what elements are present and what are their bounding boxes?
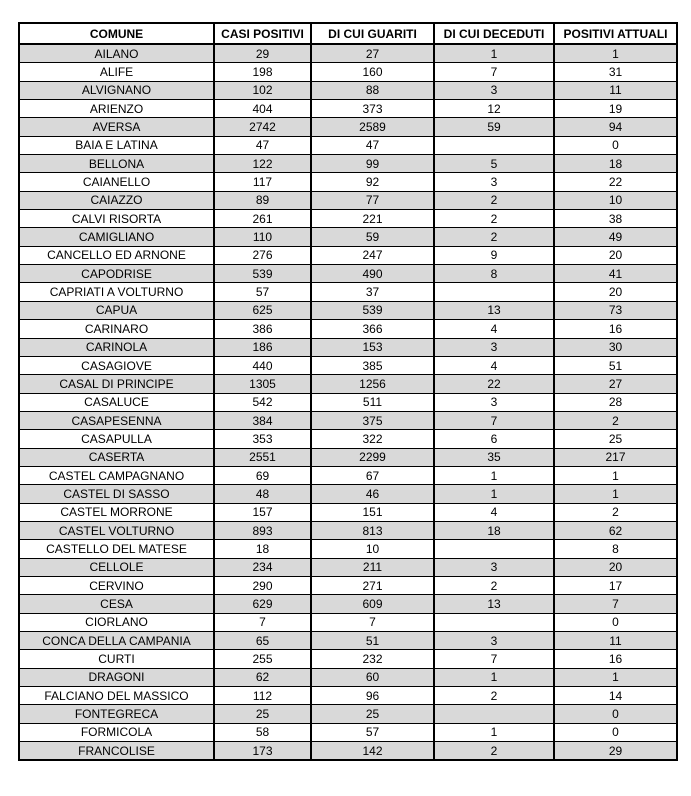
table-row [19, 503, 677, 521]
cell-guariti: 57 [311, 723, 434, 741]
cell-casi: 386 [214, 320, 311, 338]
cell-casi: 25 [214, 705, 311, 723]
table-row [19, 375, 677, 393]
cell-deceduti: 4 [434, 503, 554, 521]
cell-comune: CAMIGLIANO [19, 228, 214, 246]
cell-casi: 629 [214, 595, 311, 613]
cell-guariti: 37 [311, 283, 434, 301]
cell-attuali: 19 [554, 100, 677, 118]
cell-guariti: 99 [311, 155, 434, 173]
cell-guariti: 160 [311, 63, 434, 81]
cell-casi: 1305 [214, 375, 311, 393]
table-row [19, 283, 677, 301]
cell-casi: 48 [214, 485, 311, 503]
cell-deceduti: 2 [434, 687, 554, 705]
table-row [19, 448, 677, 466]
column-header-deceduti: DI CUI DECEDUTI [434, 23, 554, 44]
cell-deceduti: 2 [434, 191, 554, 209]
table-row [19, 118, 677, 136]
table-row [19, 521, 677, 539]
table-row [19, 430, 677, 448]
cell-casi: 234 [214, 558, 311, 576]
cell-deceduti: 35 [434, 448, 554, 466]
cell-guariti: 47 [311, 136, 434, 154]
table-row [19, 466, 677, 484]
cell-comune: CARINARO [19, 320, 214, 338]
cell-casi: 58 [214, 723, 311, 741]
cell-casi: 102 [214, 81, 311, 99]
cell-attuali: 31 [554, 63, 677, 81]
cell-deceduti: 7 [434, 63, 554, 81]
cell-casi: 353 [214, 430, 311, 448]
table-row [19, 191, 677, 209]
cell-guariti: 539 [311, 301, 434, 319]
table-header [19, 23, 677, 44]
cell-deceduti: 1 [434, 466, 554, 484]
table-header-row [19, 23, 677, 44]
cell-casi: 539 [214, 265, 311, 283]
cell-casi: 110 [214, 228, 311, 246]
table-row [19, 228, 677, 246]
table-row [19, 650, 677, 668]
cell-comune: CASTEL CAMPAGNANO [19, 466, 214, 484]
column-header-attuali: POSITIVI ATTUALI [554, 23, 677, 44]
covid-comuni-table-container [18, 22, 678, 761]
cell-deceduti: 3 [434, 632, 554, 650]
table-row [19, 265, 677, 283]
cell-guariti: 59 [311, 228, 434, 246]
cell-attuali: 1 [554, 485, 677, 503]
table-row [19, 320, 677, 338]
cell-deceduti: 7 [434, 411, 554, 429]
cell-attuali: 16 [554, 320, 677, 338]
cell-deceduti: 59 [434, 118, 554, 136]
cell-casi: 2742 [214, 118, 311, 136]
cell-attuali: 73 [554, 301, 677, 319]
cell-deceduti: 3 [434, 81, 554, 99]
cell-guariti: 490 [311, 265, 434, 283]
cell-comune: ALIFE [19, 63, 214, 81]
cell-comune: CERVINO [19, 576, 214, 594]
table-row [19, 338, 677, 356]
cell-deceduti: 3 [434, 393, 554, 411]
cell-casi: 542 [214, 393, 311, 411]
column-header-casi: CASI POSITIVI [214, 23, 311, 44]
column-header-guariti: DI CUI GUARITI [311, 23, 434, 44]
cell-attuali: 20 [554, 558, 677, 576]
cell-guariti: 46 [311, 485, 434, 503]
cell-guariti: 813 [311, 521, 434, 539]
cell-comune: FORMICOLA [19, 723, 214, 741]
table-row [19, 210, 677, 228]
cell-guariti: 142 [311, 742, 434, 761]
cell-comune: CASERTA [19, 448, 214, 466]
cell-comune: CARINOLA [19, 338, 214, 356]
cell-attuali: 16 [554, 650, 677, 668]
cell-guariti: 88 [311, 81, 434, 99]
cell-deceduti: 4 [434, 356, 554, 374]
cell-guariti: 92 [311, 173, 434, 191]
cell-casi: 29 [214, 44, 311, 63]
cell-attuali: 20 [554, 246, 677, 264]
cell-comune: BELLONA [19, 155, 214, 173]
cell-comune: FONTEGRECA [19, 705, 214, 723]
cell-comune: CAPODRISE [19, 265, 214, 283]
cell-deceduti: 1 [434, 44, 554, 63]
cell-guariti: 2589 [311, 118, 434, 136]
table-row [19, 136, 677, 154]
cell-attuali: 10 [554, 191, 677, 209]
cell-attuali: 0 [554, 705, 677, 723]
cell-attuali: 11 [554, 81, 677, 99]
cell-attuali: 30 [554, 338, 677, 356]
cell-attuali: 28 [554, 393, 677, 411]
cell-deceduti: 6 [434, 430, 554, 448]
cell-comune: CALVI RISORTA [19, 210, 214, 228]
cell-attuali: 11 [554, 632, 677, 650]
cell-comune: CAIAZZO [19, 191, 214, 209]
cell-casi: 69 [214, 466, 311, 484]
cell-attuali: 217 [554, 448, 677, 466]
table-row [19, 393, 677, 411]
cell-deceduti [434, 705, 554, 723]
cell-deceduti [434, 613, 554, 631]
table-row [19, 356, 677, 374]
table-row [19, 632, 677, 650]
table-row [19, 100, 677, 118]
cell-attuali: 7 [554, 595, 677, 613]
cell-casi: 62 [214, 668, 311, 686]
cell-guariti: 322 [311, 430, 434, 448]
cell-attuali: 49 [554, 228, 677, 246]
cell-casi: 173 [214, 742, 311, 761]
cell-comune: CIORLANO [19, 613, 214, 631]
cell-attuali: 22 [554, 173, 677, 191]
cell-deceduti: 12 [434, 100, 554, 118]
cell-casi: 47 [214, 136, 311, 154]
cell-guariti: 1256 [311, 375, 434, 393]
cell-guariti: 151 [311, 503, 434, 521]
cell-deceduti: 18 [434, 521, 554, 539]
cell-attuali: 0 [554, 723, 677, 741]
cell-deceduti: 1 [434, 723, 554, 741]
cell-comune: ALVIGNANO [19, 81, 214, 99]
cell-attuali: 25 [554, 430, 677, 448]
cell-casi: 2551 [214, 448, 311, 466]
cell-comune: CURTI [19, 650, 214, 668]
table-row [19, 540, 677, 558]
cell-guariti: 96 [311, 687, 434, 705]
cell-comune: CASTEL VOLTURNO [19, 521, 214, 539]
cell-deceduti: 2 [434, 210, 554, 228]
cell-guariti: 7 [311, 613, 434, 631]
cell-casi: 198 [214, 63, 311, 81]
cell-casi: 57 [214, 283, 311, 301]
cell-guariti: 67 [311, 466, 434, 484]
cell-guariti: 153 [311, 338, 434, 356]
cell-guariti: 25 [311, 705, 434, 723]
cell-attuali: 27 [554, 375, 677, 393]
table-row [19, 44, 677, 63]
cell-deceduti: 9 [434, 246, 554, 264]
cell-comune: CESA [19, 595, 214, 613]
cell-casi: 893 [214, 521, 311, 539]
cell-attuali: 41 [554, 265, 677, 283]
cell-comune: BAIA E LATINA [19, 136, 214, 154]
cell-deceduti: 3 [434, 338, 554, 356]
table-row [19, 723, 677, 741]
cell-casi: 290 [214, 576, 311, 594]
column-header-comune: COMUNE [19, 23, 214, 44]
cell-attuali: 20 [554, 283, 677, 301]
cell-guariti: 77 [311, 191, 434, 209]
table-row [19, 595, 677, 613]
cell-guariti: 232 [311, 650, 434, 668]
cell-deceduti: 22 [434, 375, 554, 393]
table-row [19, 81, 677, 99]
table-row [19, 687, 677, 705]
cell-guariti: 247 [311, 246, 434, 264]
cell-attuali: 1 [554, 668, 677, 686]
cell-casi: 186 [214, 338, 311, 356]
cell-casi: 404 [214, 100, 311, 118]
cell-attuali: 1 [554, 466, 677, 484]
cell-casi: 112 [214, 687, 311, 705]
cell-casi: 255 [214, 650, 311, 668]
cell-deceduti [434, 136, 554, 154]
cell-guariti: 10 [311, 540, 434, 558]
cell-casi: 18 [214, 540, 311, 558]
cell-attuali: 8 [554, 540, 677, 558]
cell-comune: CASTEL DI SASSO [19, 485, 214, 503]
cell-deceduti: 5 [434, 155, 554, 173]
cell-guariti: 385 [311, 356, 434, 374]
cell-guariti: 221 [311, 210, 434, 228]
cell-casi: 276 [214, 246, 311, 264]
cell-comune: CASTEL MORRONE [19, 503, 214, 521]
cell-comune: CAPRIATI A VOLTURNO [19, 283, 214, 301]
cell-comune: CASAPULLA [19, 430, 214, 448]
cell-casi: 65 [214, 632, 311, 650]
cell-deceduti: 13 [434, 595, 554, 613]
cell-attuali: 18 [554, 155, 677, 173]
table-row [19, 742, 677, 761]
cell-guariti: 27 [311, 44, 434, 63]
table-row [19, 705, 677, 723]
table-row [19, 485, 677, 503]
cell-attuali: 51 [554, 356, 677, 374]
cell-guariti: 375 [311, 411, 434, 429]
table-row [19, 411, 677, 429]
cell-comune: CONCA DELLA CAMPANIA [19, 632, 214, 650]
cell-deceduti: 3 [434, 173, 554, 191]
cell-casi: 117 [214, 173, 311, 191]
table-row [19, 173, 677, 191]
cell-guariti: 211 [311, 558, 434, 576]
cell-deceduti: 8 [434, 265, 554, 283]
covid-comuni-table [18, 22, 678, 761]
cell-deceduti: 13 [434, 301, 554, 319]
cell-comune: AVERSA [19, 118, 214, 136]
cell-comune: CAPUA [19, 301, 214, 319]
cell-attuali: 14 [554, 687, 677, 705]
cell-attuali: 38 [554, 210, 677, 228]
cell-comune: CELLOLE [19, 558, 214, 576]
cell-casi: 261 [214, 210, 311, 228]
cell-casi: 157 [214, 503, 311, 521]
cell-deceduti: 1 [434, 668, 554, 686]
cell-attuali: 0 [554, 613, 677, 631]
cell-guariti: 373 [311, 100, 434, 118]
cell-comune: CANCELLO ED ARNONE [19, 246, 214, 264]
cell-deceduti: 4 [434, 320, 554, 338]
cell-attuali: 0 [554, 136, 677, 154]
cell-casi: 122 [214, 155, 311, 173]
cell-comune: FALCIANO DEL MASSICO [19, 687, 214, 705]
cell-casi: 440 [214, 356, 311, 374]
cell-comune: CASALUCE [19, 393, 214, 411]
cell-comune: CASAGIOVE [19, 356, 214, 374]
cell-attuali: 94 [554, 118, 677, 136]
cell-deceduti: 7 [434, 650, 554, 668]
cell-casi: 625 [214, 301, 311, 319]
cell-attuali: 17 [554, 576, 677, 594]
cell-comune: FRANCOLISE [19, 742, 214, 761]
cell-guariti: 271 [311, 576, 434, 594]
table-row [19, 613, 677, 631]
cell-deceduti [434, 283, 554, 301]
cell-guariti: 2299 [311, 448, 434, 466]
cell-comune: CASAL DI PRINCIPE [19, 375, 214, 393]
cell-attuali: 29 [554, 742, 677, 761]
table-row [19, 668, 677, 686]
cell-guariti: 60 [311, 668, 434, 686]
cell-guariti: 366 [311, 320, 434, 338]
cell-attuali: 2 [554, 503, 677, 521]
table-row [19, 155, 677, 173]
cell-comune: ARIENZO [19, 100, 214, 118]
cell-guariti: 51 [311, 632, 434, 650]
cell-deceduti [434, 540, 554, 558]
table-row [19, 576, 677, 594]
cell-attuali: 2 [554, 411, 677, 429]
cell-deceduti: 2 [434, 742, 554, 761]
cell-attuali: 62 [554, 521, 677, 539]
cell-deceduti: 2 [434, 576, 554, 594]
cell-comune: CAIANELLO [19, 173, 214, 191]
table-row [19, 246, 677, 264]
cell-attuali: 1 [554, 44, 677, 63]
cell-comune: CASTELLO DEL MATESE [19, 540, 214, 558]
cell-deceduti: 1 [434, 485, 554, 503]
cell-guariti: 511 [311, 393, 434, 411]
table-row [19, 558, 677, 576]
cell-guariti: 609 [311, 595, 434, 613]
cell-casi: 7 [214, 613, 311, 631]
cell-casi: 89 [214, 191, 311, 209]
cell-deceduti: 2 [434, 228, 554, 246]
cell-deceduti: 3 [434, 558, 554, 576]
cell-comune: AILANO [19, 44, 214, 63]
table-row [19, 63, 677, 81]
cell-comune: DRAGONI [19, 668, 214, 686]
table-row [19, 301, 677, 319]
cell-casi: 384 [214, 411, 311, 429]
cell-comune: CASAPESENNA [19, 411, 214, 429]
